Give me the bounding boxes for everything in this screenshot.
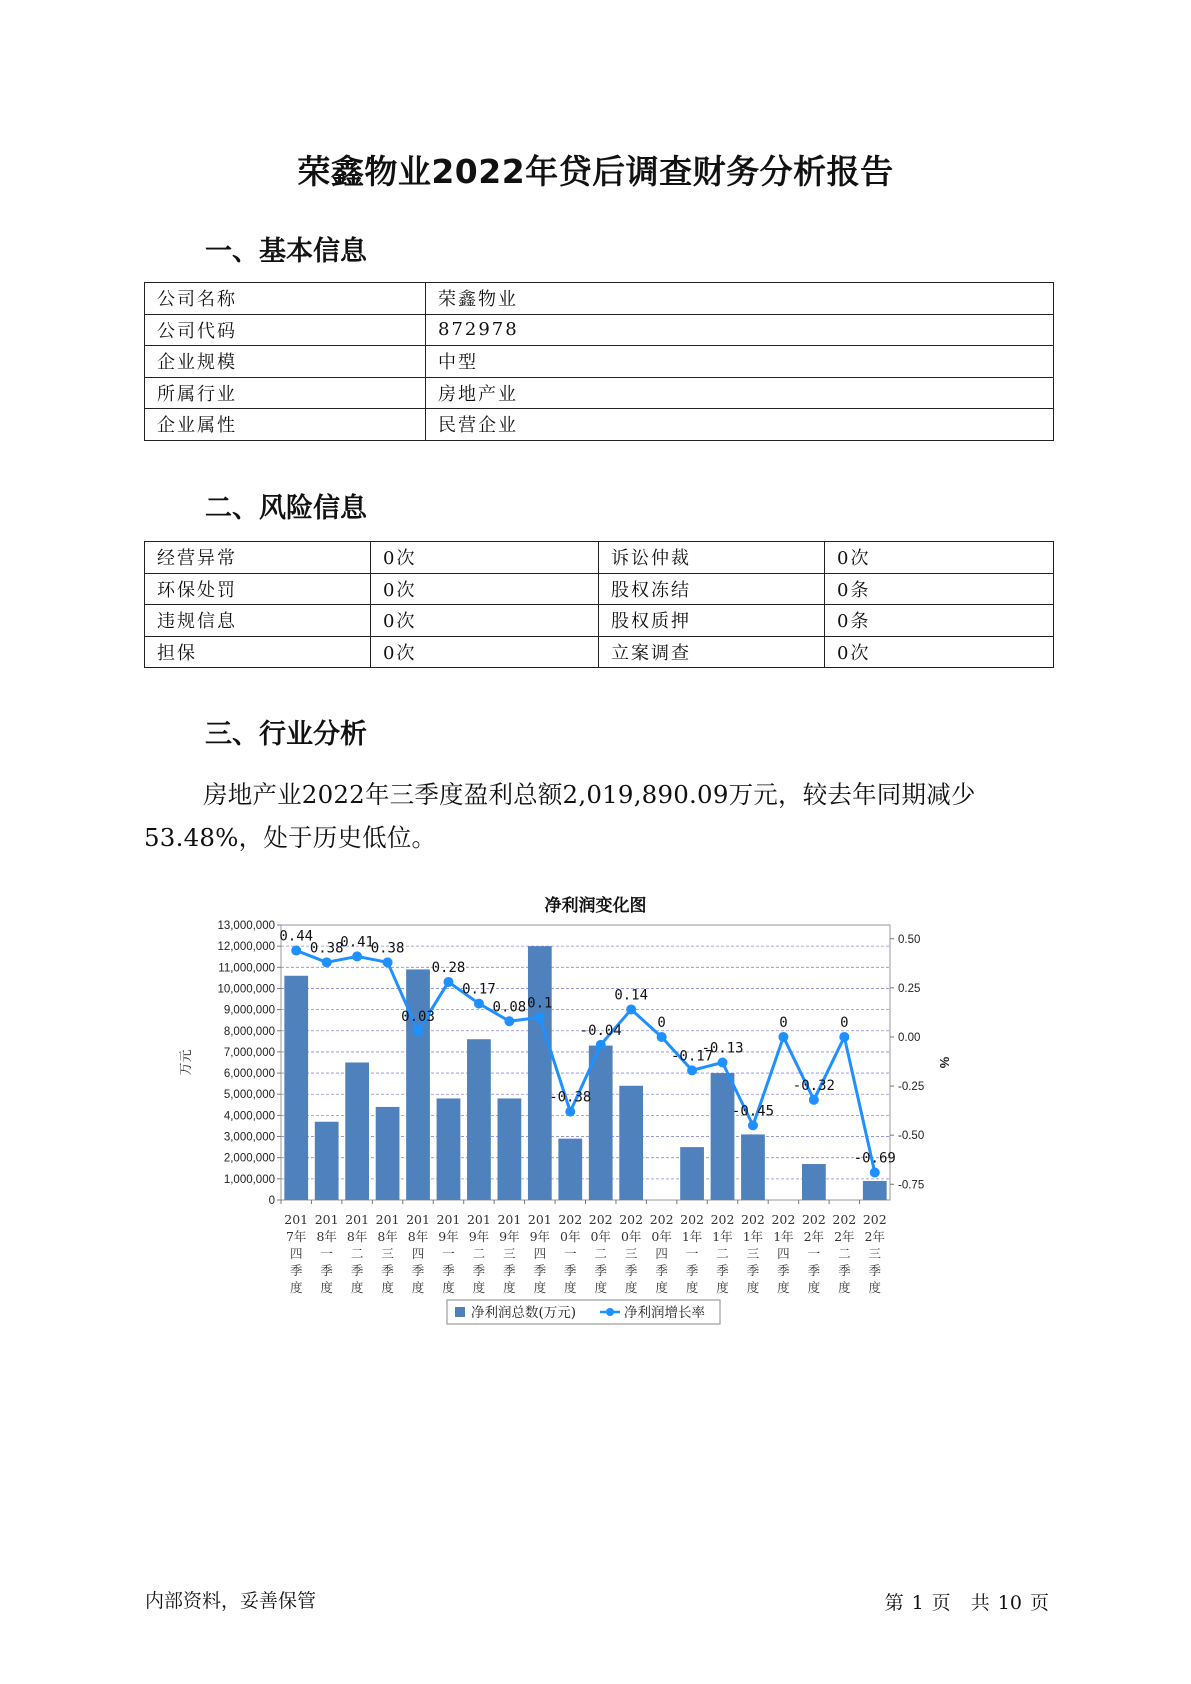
risk-value: 0次 <box>825 636 1054 668</box>
x-tick-label: 202 1年二季度 <box>710 1212 735 1295</box>
growth-rate-point <box>443 977 453 987</box>
growth-rate-point <box>596 1040 606 1050</box>
y-right-tick-label: 0.50 <box>898 933 921 946</box>
data-label: 0 <box>779 1014 788 1031</box>
bar <box>741 1134 765 1200</box>
data-label: 0.38 <box>309 940 344 957</box>
section-heading-risk-info: 二、风险信息 <box>205 493 367 524</box>
footer-page-number <box>881 1588 1053 1615</box>
data-label: -0.13 <box>701 1040 744 1057</box>
x-tick-label: 202 2年三季度 <box>862 1212 887 1295</box>
bar <box>528 946 552 1200</box>
y-tick-label: 3,000,000 <box>223 1131 275 1144</box>
y-right-tick-label: 0.25 <box>898 982 921 995</box>
growth-rate-point <box>626 1004 636 1014</box>
y-right-tick-label: -0.25 <box>898 1081 925 1094</box>
x-tick-label: 202 0年一季度 <box>558 1212 583 1295</box>
x-tick-label: 202 0年四季度 <box>649 1212 674 1295</box>
field-value: 荣鑫物业 <box>426 283 1054 315</box>
growth-rate-point <box>504 1016 514 1026</box>
y-tick-label: 8,000,000 <box>223 1025 275 1038</box>
data-label: 0.14 <box>614 987 649 1004</box>
industry-analysis-paragraph: 房地产业2022年三季度盈利总额2,019,890.09万元，较去年同期减少53.48%，处于历史低位。 <box>144 780 976 852</box>
x-tick-label: 201 7年四季度 <box>284 1212 309 1295</box>
growth-rate-point <box>383 957 393 967</box>
bar <box>315 1122 339 1200</box>
table-row <box>145 377 1054 409</box>
bar <box>376 1107 400 1200</box>
basic-info-table <box>144 282 1054 441</box>
x-tick-label: 202 1年四季度 <box>771 1212 796 1295</box>
bar <box>497 1098 521 1200</box>
y-right-tick-label: -0.75 <box>898 1179 925 1192</box>
data-label: -0.45 <box>731 1103 775 1120</box>
table-row <box>145 314 1054 346</box>
x-tick-label: 202 1年三季度 <box>741 1212 765 1295</box>
data-label: 0.44 <box>279 928 314 945</box>
y-tick-label: 11,000,000 <box>218 962 275 975</box>
x-tick-label: 201 8年四季度 <box>406 1212 430 1295</box>
growth-rate-point <box>657 1032 667 1042</box>
section-heading-industry-analysis: 三、行业分析 <box>205 719 367 750</box>
field-value: 房地产业 <box>426 377 1054 409</box>
legend-bar-label: 净利润总数(万元) <box>471 1305 577 1321</box>
data-label: 0.03 <box>401 1009 435 1026</box>
table-row <box>145 605 1054 637</box>
table-row <box>145 283 1054 315</box>
growth-rate-point <box>839 1032 849 1042</box>
x-tick-label: 201 9年四季度 <box>527 1212 552 1295</box>
page-prefix: 第 <box>884 1592 904 1614</box>
bar <box>802 1164 826 1200</box>
current-page: 1 <box>911 1592 924 1614</box>
table-row <box>145 346 1054 378</box>
data-label: -0.17 <box>670 1048 714 1065</box>
field-value: 872978 <box>426 314 1054 346</box>
x-tick-label: 202 2年一季度 <box>801 1212 826 1295</box>
data-label: -0.38 <box>549 1089 592 1106</box>
growth-rate-point <box>291 946 301 956</box>
data-label: 0.17 <box>462 981 496 998</box>
bar <box>711 1073 735 1200</box>
y-tick-label: 1,000,000 <box>223 1173 275 1186</box>
total-unit: 页 <box>1029 1592 1049 1614</box>
data-label: 0 <box>657 1014 666 1031</box>
growth-rate-point <box>352 951 362 961</box>
growth-rate-point <box>870 1168 880 1178</box>
x-tick-label: 202 1年一季度 <box>680 1212 705 1295</box>
risk-label: 经营异常 <box>145 542 371 574</box>
bar <box>406 969 430 1200</box>
growth-rate-point <box>413 1026 423 1036</box>
x-tick-label: 201 8年二季度 <box>345 1212 370 1295</box>
risk-label: 环保处罚 <box>145 573 371 605</box>
data-label: -0.04 <box>579 1022 622 1039</box>
y-right-tick-label: 0.00 <box>898 1031 921 1044</box>
data-label: -0.69 <box>853 1150 896 1167</box>
plot-area <box>281 925 890 1200</box>
risk-value: 0次 <box>371 542 599 574</box>
y-tick-label: 4,000,000 <box>223 1110 275 1123</box>
x-tick-label: 202 0年二季度 <box>588 1212 613 1295</box>
y-tick-label: 5,000,000 <box>223 1089 275 1102</box>
x-tick-label: 201 8年三季度 <box>375 1212 400 1295</box>
field-value: 民营企业 <box>426 409 1054 441</box>
growth-rate-point <box>474 999 484 1009</box>
risk-value: 0条 <box>825 573 1054 605</box>
y-right-tick-label: -0.50 <box>898 1130 925 1143</box>
risk-label: 诉讼仲裁 <box>599 542 825 574</box>
x-tick-label: 201 9年三季度 <box>497 1212 522 1295</box>
y-right-axis-title: % <box>937 1056 952 1069</box>
x-tick-label: 201 9年一季度 <box>436 1212 461 1295</box>
data-label: 0.1 <box>527 995 553 1012</box>
x-tick-label: 201 9年二季度 <box>466 1212 491 1295</box>
field-label: 公司代码 <box>145 314 426 346</box>
risk-label: 股权质押 <box>599 605 825 637</box>
x-tick-label: 202 2年二季度 <box>832 1212 857 1295</box>
total-prefix: 共 <box>970 1592 990 1614</box>
total-pages: 10 <box>997 1592 1022 1614</box>
growth-rate-point <box>565 1107 575 1117</box>
chart-title: 净利润变化图 <box>544 896 647 916</box>
bar <box>467 1039 491 1200</box>
risk-value: 0条 <box>825 605 1054 637</box>
bar <box>619 1086 643 1200</box>
table-row <box>145 573 1054 605</box>
bar <box>558 1139 582 1200</box>
risk-label: 立案调查 <box>599 636 825 668</box>
bar <box>589 1046 613 1200</box>
y-tick-label: 12,000,000 <box>217 941 275 954</box>
legend-line-label: 净利润增长率 <box>624 1305 705 1321</box>
risk-info-table <box>144 541 1054 668</box>
growth-rate-point <box>322 957 332 967</box>
risk-label: 股权冻结 <box>599 573 825 605</box>
bar <box>437 1098 461 1200</box>
footer-confidential-note: 内部资料，妥善保管 <box>145 1590 317 1612</box>
data-label: 0.08 <box>492 999 527 1016</box>
risk-value: 0次 <box>371 636 599 668</box>
x-tick-label: 202 0年三季度 <box>619 1212 644 1295</box>
growth-rate-point <box>748 1120 758 1130</box>
table-row <box>145 409 1054 441</box>
field-value: 中型 <box>426 346 1054 378</box>
risk-label: 违规信息 <box>145 605 371 637</box>
bar <box>284 976 308 1200</box>
risk-value: 0次 <box>371 605 599 637</box>
data-label: 0.38 <box>370 940 405 957</box>
field-label: 所属行业 <box>145 377 426 409</box>
table-row <box>145 636 1054 668</box>
y-tick-label: 7,000,000 <box>223 1046 275 1059</box>
x-tick-label: 201 8年一季度 <box>314 1212 339 1295</box>
field-label: 企业属性 <box>145 409 426 441</box>
field-label: 公司名称 <box>145 283 426 315</box>
section-heading-basic-info: 一、基本信息 <box>205 236 367 267</box>
y-tick-label: 9,000,000 <box>223 1004 275 1017</box>
risk-label: 担保 <box>145 636 371 668</box>
data-label: 0.41 <box>340 934 374 951</box>
data-label: -0.32 <box>792 1077 835 1094</box>
data-label: 0.28 <box>431 959 466 976</box>
y-tick-label: 6,000,000 <box>223 1068 275 1081</box>
net-profit-chart <box>170 915 1050 1345</box>
data-label: 0 <box>840 1014 849 1031</box>
field-label: 企业规模 <box>145 346 426 378</box>
growth-rate-point <box>778 1032 788 1042</box>
bar <box>680 1147 704 1200</box>
bar <box>345 1063 369 1201</box>
legend-line-marker <box>606 1308 614 1316</box>
growth-rate-point <box>809 1095 819 1105</box>
growth-rate-point <box>718 1058 728 1068</box>
y-tick-label: 0 <box>268 1195 275 1207</box>
legend-bar-swatch <box>455 1307 465 1317</box>
document-title: 荣鑫物业2022年贷后调查财务分析报告 <box>297 152 894 191</box>
y-tick-label: 10,000,000 <box>217 983 275 996</box>
page-unit: 页 <box>931 1592 951 1614</box>
table-row <box>145 542 1054 574</box>
risk-value: 0次 <box>825 542 1054 574</box>
bar <box>863 1181 887 1200</box>
growth-rate-point <box>687 1065 697 1075</box>
y-axis-title: 万元 <box>179 1049 194 1076</box>
y-tick-label: 13,000,000 <box>217 920 275 932</box>
y-tick-label: 2,000,000 <box>223 1152 275 1165</box>
growth-rate-point <box>535 1012 545 1022</box>
risk-value: 0次 <box>371 573 599 605</box>
